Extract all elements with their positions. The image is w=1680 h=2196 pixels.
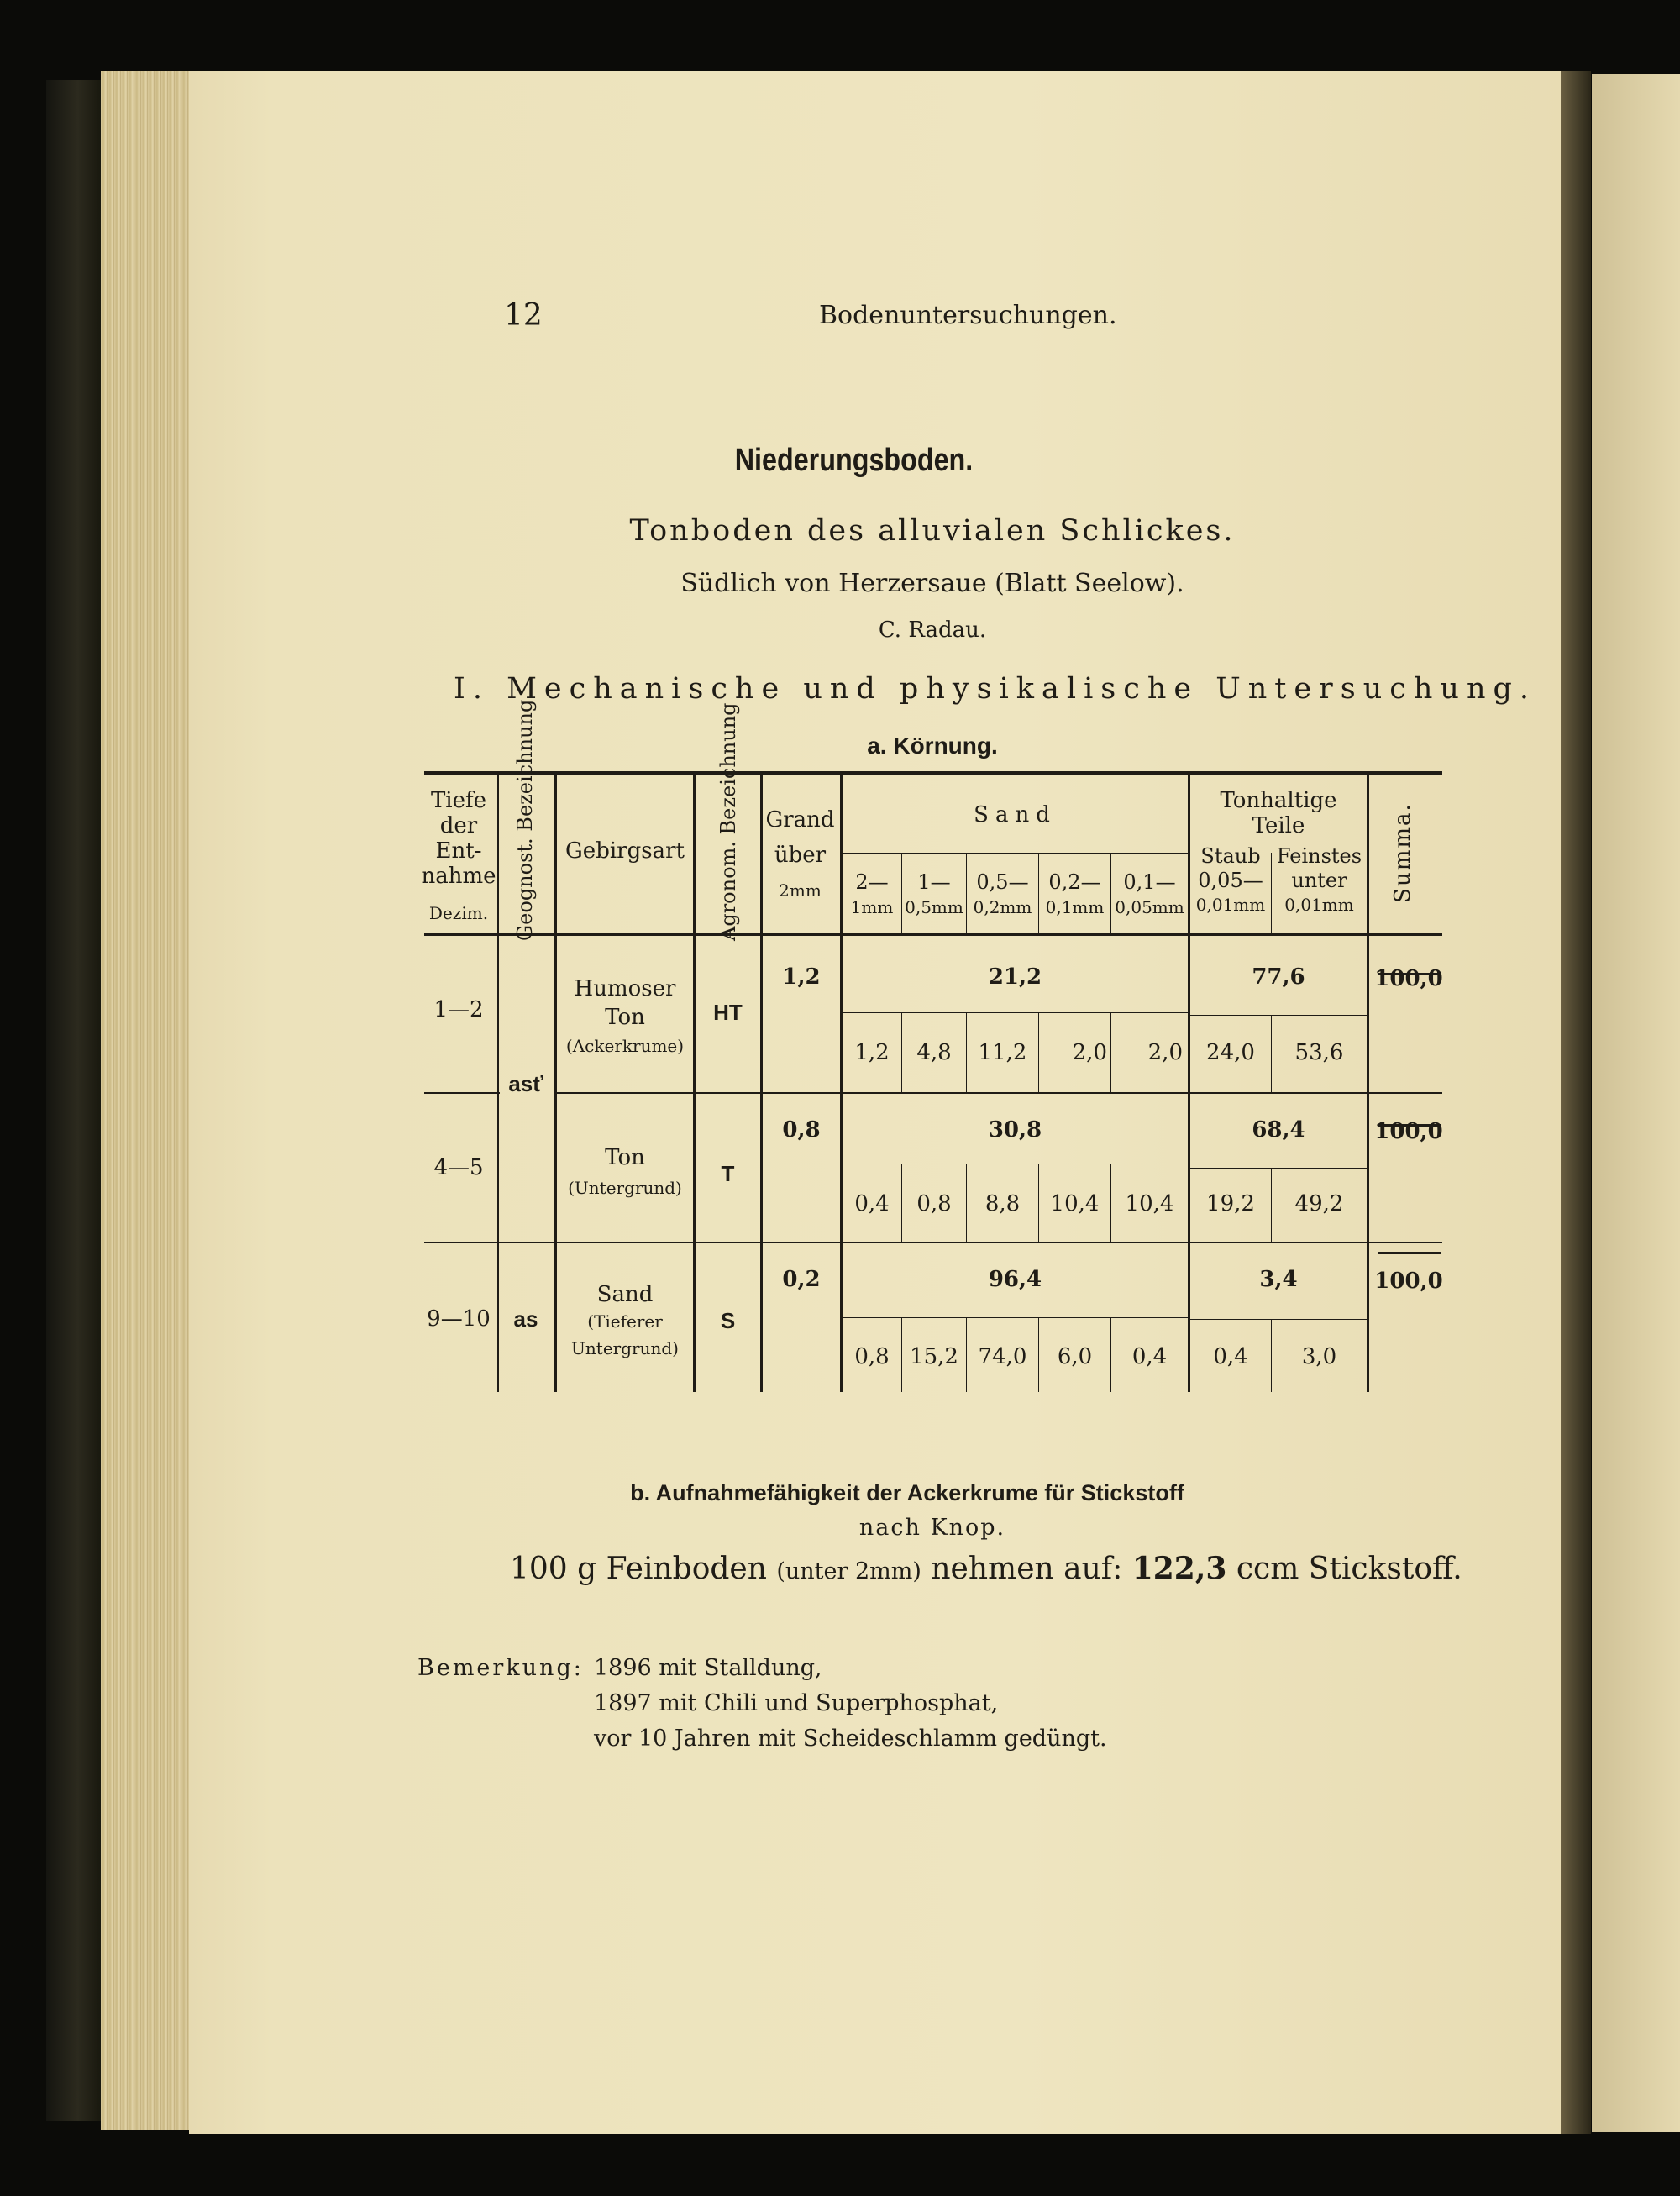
gebirgsart-line: (Tieferer (587, 1311, 663, 1332)
row3-sand-total: 96,4 (988, 1267, 1042, 1292)
header-tiefe-line: der (439, 813, 478, 838)
row1-gebirgsart (557, 975, 693, 1060)
fraction-line: 0,1mm (1045, 897, 1105, 917)
row1-sand-value: 4,8 (916, 1040, 952, 1065)
sand-header-rule (842, 853, 1188, 854)
row2-sand-value: 8,8 (984, 1191, 1021, 1216)
section-b-heading: b. Aufnahmefähigkeit der Ackerkrume für Stickstoff (630, 1480, 1184, 1505)
gebirgsart-line: (Ackerkrume) (565, 1036, 685, 1056)
section-heading: I. Mechanische und physikalische Untersuchung. (454, 672, 1537, 706)
row1-summa: 100,0 (1374, 966, 1443, 991)
feinboden-statement (510, 1551, 1462, 1586)
geognost-shared: asť (508, 1071, 543, 1096)
row1-grand: 1,2 (782, 964, 821, 990)
bemerkung-label: Bemerkung: (417, 1655, 584, 1681)
gebirgsart-line: Ton (605, 1145, 645, 1170)
header-staub-line: Staub (1200, 844, 1261, 868)
subtitle-location: Südlich von Herzersaue (Blatt Seelow). (680, 569, 1184, 598)
header-grand-line: Grand (765, 807, 835, 833)
row2-gebirgsart (557, 1143, 693, 1203)
sub-rule (842, 1012, 1188, 1013)
gutter-shadow (1561, 71, 1591, 2134)
row2-sand-total: 30,8 (988, 1117, 1042, 1143)
header-summa: Summa. (1390, 802, 1415, 903)
header-ton (1190, 788, 1367, 838)
fraction-line: 0,1— (1123, 870, 1176, 894)
row1-sand-value: 2,0 (1072, 1040, 1107, 1065)
row3-staub: 0,4 (1213, 1344, 1248, 1369)
subsection-heading: a. Körnung. (867, 733, 998, 759)
table-top-rule (424, 771, 1442, 775)
row3-summa: 100,0 (1374, 1269, 1443, 1294)
header-tiefe (420, 788, 497, 889)
header-tiefe-line: nahme (421, 864, 496, 889)
row3-feinstes: 3,0 (1301, 1344, 1337, 1369)
row1-ton-total: 77,6 (1252, 964, 1305, 990)
header-grand-line: über (774, 843, 827, 868)
row3-gebirgsart (557, 1281, 693, 1362)
row1-agronom: HT (713, 1000, 743, 1025)
header-gebirgsart: Gebirgsart (565, 838, 685, 864)
fraction-line: 0,5— (976, 870, 1029, 894)
row3-sand-value: 6,0 (1057, 1344, 1093, 1369)
header-staub-line: 0,01mm (1195, 895, 1266, 915)
row3-sand-value: 0,8 (854, 1344, 890, 1369)
feinboden-value: 122,3 (1131, 1551, 1227, 1586)
header-grand-line: 2mm (779, 880, 822, 901)
header-feinstes-line: 0,01mm (1284, 895, 1354, 915)
bemerkung-line: vor 10 Jahren mit Scheideschlamm gedüngt. (594, 1726, 1107, 1752)
header-feinstes (1272, 844, 1367, 917)
sub-rule (842, 1317, 1188, 1318)
row1-feinstes: 53,6 (1294, 1040, 1344, 1065)
feinboden-suffix: ccm Stickstoff. (1236, 1552, 1462, 1586)
row3-grand: 0,2 (782, 1267, 821, 1292)
header-staub (1190, 844, 1271, 917)
row2-sand-value: 0,8 (916, 1191, 952, 1216)
header-sand-fraction (902, 869, 966, 920)
row3-tiefe: 9—10 (427, 1306, 491, 1332)
header-tiefe-line: Ent- (435, 838, 482, 864)
header-sand-fraction (1039, 869, 1110, 920)
row1-sand-total: 21,2 (988, 964, 1042, 990)
row2-tiefe: 4—5 (433, 1155, 484, 1180)
gebirgsart-line: (Untergrund) (568, 1178, 682, 1198)
header-sand: Sand (974, 802, 1057, 827)
gebirgsart-line: Untergrund) (571, 1338, 679, 1358)
page-number: 12 (504, 298, 543, 333)
geognost-row3: as (513, 1306, 538, 1332)
row2-grand: 0,8 (782, 1117, 821, 1143)
header-rule (424, 933, 1442, 936)
row3-sand-value: 15,2 (910, 1344, 958, 1369)
header-agronom: Agronom. Bezeichnung (717, 702, 740, 941)
row3-ton-total: 3,4 (1259, 1267, 1298, 1292)
row3-agronom: S (720, 1308, 736, 1333)
subtitle-soil: Tonboden des alluvialen Schlickes. (629, 514, 1236, 548)
row3-sand-value: 74,0 (978, 1344, 1027, 1369)
gebirgsart-line: Sand (596, 1282, 654, 1307)
row-rule (424, 1092, 500, 1094)
row1-sand-value: 1,2 (854, 1040, 890, 1065)
row1-sand-value: 2,0 (1147, 1040, 1183, 1065)
gebirgsart-line: Ton (605, 1005, 645, 1030)
sub-rule (1189, 1319, 1367, 1320)
row2-staub: 19,2 (1206, 1191, 1255, 1216)
row2-sand-value: 10,4 (1125, 1191, 1174, 1216)
header-geognost: Geognost. Bezeichnung (513, 699, 537, 941)
header-ton-line: Tonhaltige (1220, 788, 1337, 813)
facing-page (1592, 74, 1680, 2132)
page-edges (101, 71, 193, 2130)
page-title: Niederungsboden. (734, 443, 974, 478)
row1-sand-value: 11,2 (978, 1040, 1027, 1065)
running-title: Bodenuntersuchungen. (819, 301, 1117, 330)
fraction-line: 0,05mm (1115, 897, 1184, 917)
row-rule (424, 1242, 1442, 1243)
row1-staub: 24,0 (1206, 1040, 1255, 1065)
book-spine (46, 80, 109, 2121)
col-rule (693, 775, 696, 1392)
header-sand-fraction (967, 869, 1038, 920)
header-feinstes-line: unter (1291, 869, 1347, 892)
bemerkung-line: 1896 mit Stalldung, (594, 1655, 822, 1681)
fraction-line: 1mm (850, 897, 894, 917)
col-rule (840, 775, 843, 1392)
feinboden-prefix: 100 g Feinboden (510, 1552, 767, 1586)
sub-rule (1189, 1015, 1367, 1016)
header-grand (760, 802, 840, 908)
row3-sand-value: 0,4 (1131, 1344, 1168, 1369)
section-b-subheading: nach Knop. (858, 1515, 1006, 1541)
header-ton-line: Teile (1252, 813, 1305, 838)
fraction-line: 0,5mm (905, 897, 963, 917)
row-rule (554, 1092, 1442, 1094)
author: C. Radau. (878, 617, 987, 643)
header-staub-line: 0,05— (1198, 869, 1263, 892)
page (189, 71, 1567, 2134)
feinboden-paren: (unter 2mm) (776, 1558, 921, 1584)
row2-summa: 100,0 (1374, 1119, 1443, 1144)
row2-agronom: T (721, 1161, 735, 1186)
header-sand-fraction (843, 869, 901, 920)
row2-feinstes: 49,2 (1294, 1191, 1344, 1216)
sub-rule (1189, 1168, 1367, 1169)
bemerkung-line: 1897 mit Chili und Superphosphat, (594, 1690, 999, 1716)
fraction-line: 2— (855, 870, 889, 894)
header-sand-fraction (1111, 869, 1188, 920)
header-tiefe-unit: Dezim. (428, 903, 489, 923)
fraction-line: 0,2— (1048, 870, 1101, 894)
summa-rule (1378, 1252, 1441, 1254)
fraction-line: 0,2mm (973, 897, 1032, 917)
row2-sand-value: 10,4 (1050, 1191, 1100, 1216)
gebirgsart-line: Humoser (574, 976, 676, 1001)
col-rule (1367, 775, 1369, 1392)
row2-sand-value: 0,4 (854, 1191, 890, 1216)
feinboden-middle: nehmen auf: (931, 1552, 1123, 1586)
header-feinstes-line: Feinstes (1276, 844, 1362, 868)
header-tiefe-line: Tiefe (430, 788, 487, 813)
row2-ton-total: 68,4 (1252, 1117, 1305, 1143)
fraction-line: 1— (917, 870, 951, 894)
row1-tiefe: 1—2 (433, 997, 484, 1022)
